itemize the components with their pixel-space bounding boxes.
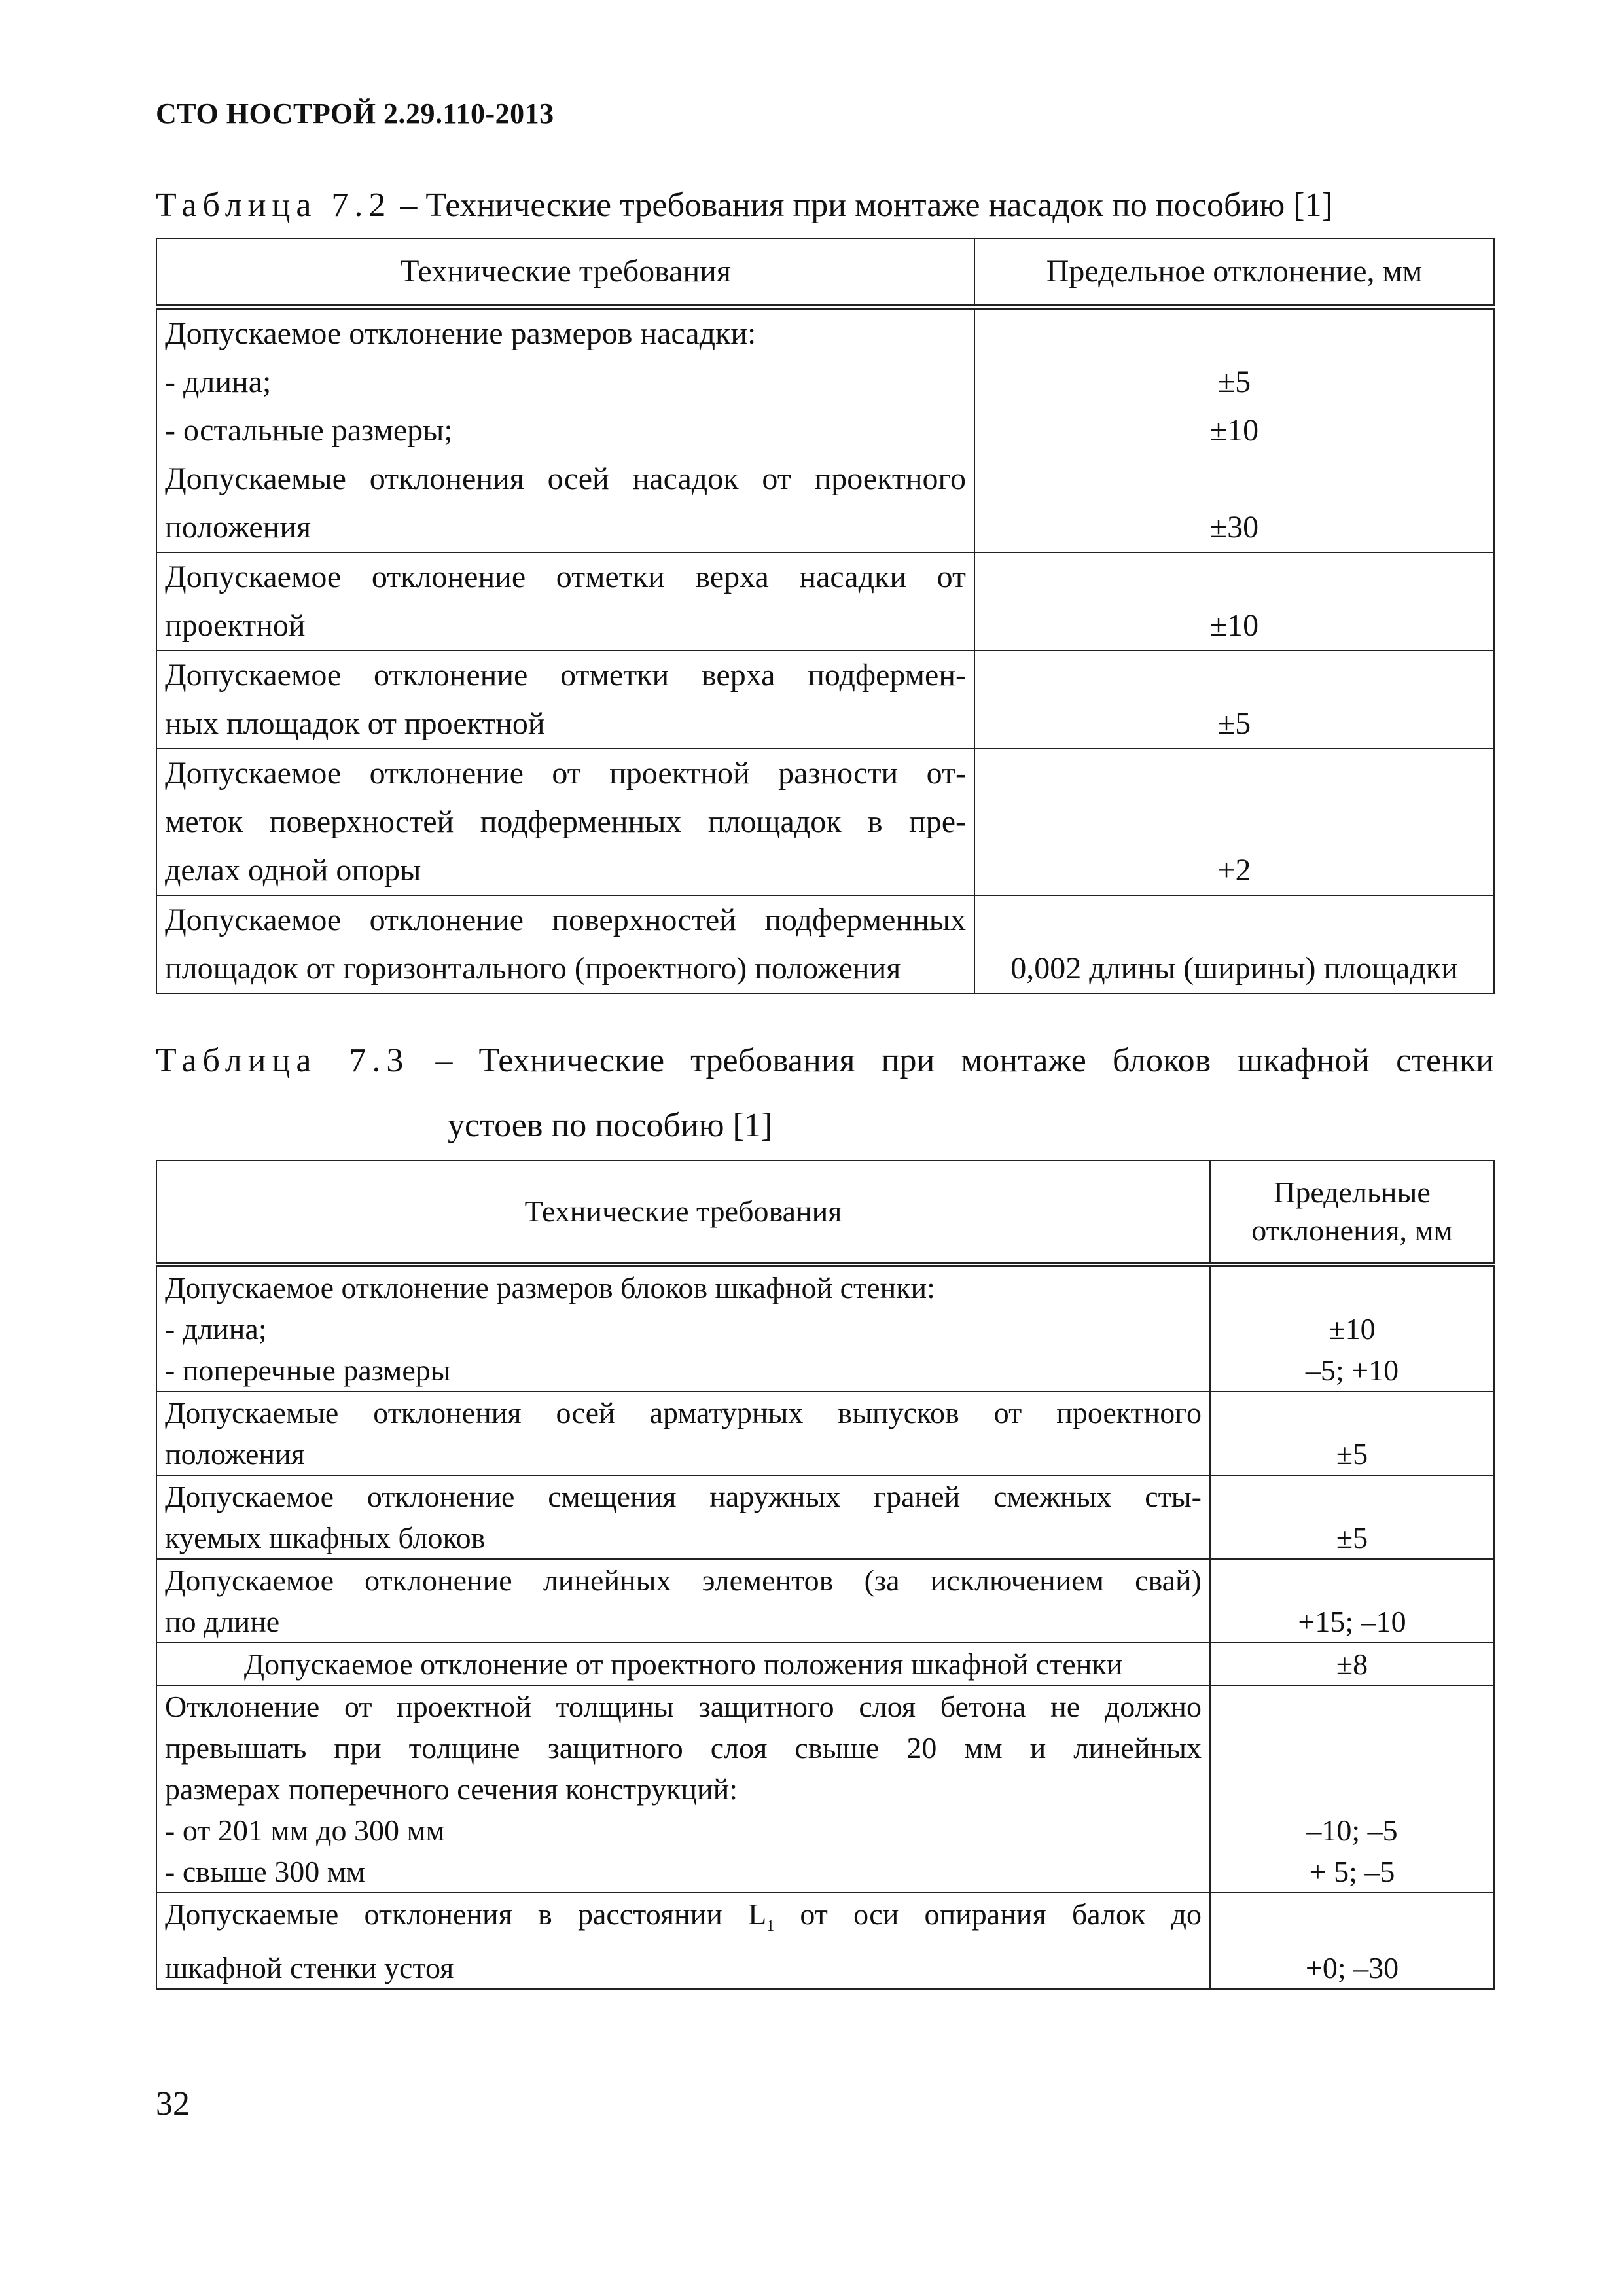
requirement-cell (156, 749, 974, 895)
table-7-3-caption (156, 1041, 1494, 1081)
table-7-2-caption (156, 185, 1494, 226)
requirement-cell (156, 552, 974, 651)
deviation-value: ±10 (1329, 1312, 1376, 1346)
table-row (156, 651, 1494, 749)
table-7-2 (156, 238, 1495, 994)
requirement-line: шкафной стенки устоя (165, 1951, 454, 1985)
header-line: отклонения, мм (1251, 1213, 1453, 1247)
requirement-text: Допускаемые отклонения в расстоянии L (165, 1897, 767, 1931)
requirement-line: - поперечные размеры (165, 1354, 451, 1387)
requirement-line: проектной (165, 608, 306, 643)
table-7-2-caption-text: – Технические требования при монтаже насадок по пособию [1] (391, 187, 1333, 224)
requirement-cell (156, 1559, 1210, 1643)
requirement-line: площадок от горизонтального (проектного) положения (165, 951, 901, 986)
requirement-line: меток поверхностей подферменных площадок в пре- (165, 804, 966, 839)
document-header: СТО НОСТРОЙ 2.29.110-2013 (156, 98, 554, 130)
deviation-cell (974, 307, 1494, 552)
requirement-line: - длина; (165, 1312, 267, 1346)
requirement-cell (156, 1475, 1210, 1559)
deviation-value: ±5 (1217, 365, 1251, 399)
table-7-3-col-requirements: Технические требования (156, 1160, 1210, 1265)
requirement-line: Допускаемое отклонение размеров насадки: (165, 316, 757, 351)
requirement-text: от оси опирания балок до (774, 1897, 1202, 1931)
table-7-3-caption-text: – Технические требования при монтаже блоков шкафной стенки (409, 1042, 1494, 1079)
table-7-2-header-row (156, 238, 1494, 307)
requirement-line: по длине (165, 1605, 280, 1638)
deviation-value: –5; +10 (1305, 1354, 1399, 1387)
requirement-line (165, 1893, 1202, 1947)
requirement-line: положения (165, 510, 312, 545)
table-row (156, 895, 1494, 994)
table-row (156, 1893, 1494, 1989)
table-7-2-col-requirements: Технические требования (156, 238, 974, 307)
requirement-cell (156, 1893, 1210, 1989)
table-row (156, 749, 1494, 895)
table-row (156, 1265, 1494, 1391)
requirement-line: - остальные размеры; (165, 413, 453, 448)
table-7-3-caption-line2: устоев по пособию [1] (448, 1107, 773, 1144)
deviation-value: ±5 (974, 651, 1494, 749)
requirement-line: - свыше 300 мм (165, 1855, 365, 1888)
deviation-value: +2 (974, 749, 1494, 895)
requirement-line: Допускаемое отклонение размеров блоков шкафной стенки: (165, 1271, 935, 1304)
requirement-line: ных площадок от проектной (165, 706, 545, 741)
table-7-2-col-deviation: Предельное отклонение, мм (974, 238, 1494, 307)
deviation-value: ±8 (1210, 1643, 1494, 1685)
requirement-line: Допускаемое отклонение от проектной разности от- (165, 756, 966, 791)
table-row (156, 552, 1494, 651)
requirement-line: Отклонение от проектной толщины защитного слоя бетона не должно (165, 1690, 1202, 1723)
table-7-2-caption-lead: Таблица 7.2 (156, 187, 392, 224)
requirement-line: делах одной опоры (165, 853, 421, 888)
deviation-value: ±30 (1209, 510, 1259, 545)
table-row (156, 307, 1494, 552)
table-row (156, 1685, 1494, 1893)
table-7-3 (156, 1160, 1495, 1990)
requirement-cell (156, 895, 974, 994)
deviation-value: +15; –10 (1210, 1559, 1494, 1643)
deviation-value: + 5; –5 (1309, 1855, 1395, 1888)
requirement-line: Допускаемое отклонение смещения наружных граней смежных сты- (165, 1480, 1202, 1513)
deviation-value: ±5 (1210, 1475, 1494, 1559)
deviation-value: ±10 (1209, 413, 1259, 448)
requirement-line: Допускаемое отклонение поверхностей подферменных (165, 903, 966, 937)
requirement-line: Допускаемые отклонения осей арматурных выпусков от проектного (165, 1396, 1202, 1429)
deviation-value: ±10 (974, 552, 1494, 651)
page-number: 32 (156, 2085, 190, 2123)
requirement-cell (156, 651, 974, 749)
table-7-3-col-deviation (1210, 1160, 1494, 1265)
requirement-line: положения (165, 1437, 305, 1471)
requirement-cell (156, 307, 974, 552)
table-row (156, 1475, 1494, 1559)
table-row (156, 1559, 1494, 1643)
requirement-line: - от 201 мм до 300 мм (165, 1814, 445, 1847)
requirement-cell (156, 1265, 1210, 1391)
requirement-line: Допускаемое отклонение отметки верха подфермен- (165, 658, 966, 692)
requirement-line: Допускаемое отклонение от проектного положения шкафной стенки (243, 1647, 1123, 1681)
deviation-value: –10; –5 (1306, 1814, 1398, 1847)
requirement-line: Допускаемое отклонение отметки верха насадки от (165, 560, 966, 594)
deviation-value: ±5 (1210, 1391, 1494, 1475)
table-7-3-caption-lead: Таблица 7.3 (156, 1042, 410, 1079)
requirement-line: превышать при толщине защитного слоя свыше 20 мм и линейных (165, 1731, 1202, 1765)
deviation-cell (1210, 1685, 1494, 1893)
deviation-cell (1210, 1265, 1494, 1391)
table-row (156, 1391, 1494, 1475)
header-line: Предельные (1274, 1175, 1431, 1209)
requirement-cell (156, 1643, 1210, 1685)
deviation-value: 0,002 длины (ширины) площадки (974, 895, 1494, 994)
table-row (156, 1643, 1494, 1685)
requirement-line: Допускаемое отклонение линейных элементов (за исключением свай) (165, 1564, 1202, 1597)
requirement-line: куемых шкафных блоков (165, 1521, 486, 1554)
requirement-cell (156, 1685, 1210, 1893)
requirement-cell (156, 1391, 1210, 1475)
subscript: 1 (766, 1918, 775, 1935)
deviation-value: +0; –30 (1210, 1893, 1494, 1989)
table-7-3-header-row (156, 1160, 1494, 1265)
requirement-line: - длина; (165, 365, 272, 399)
requirement-line: Допускаемые отклонения осей насадок от проектного (165, 461, 966, 496)
requirement-line: размерах поперечного сечения конструкций: (165, 1772, 738, 1806)
